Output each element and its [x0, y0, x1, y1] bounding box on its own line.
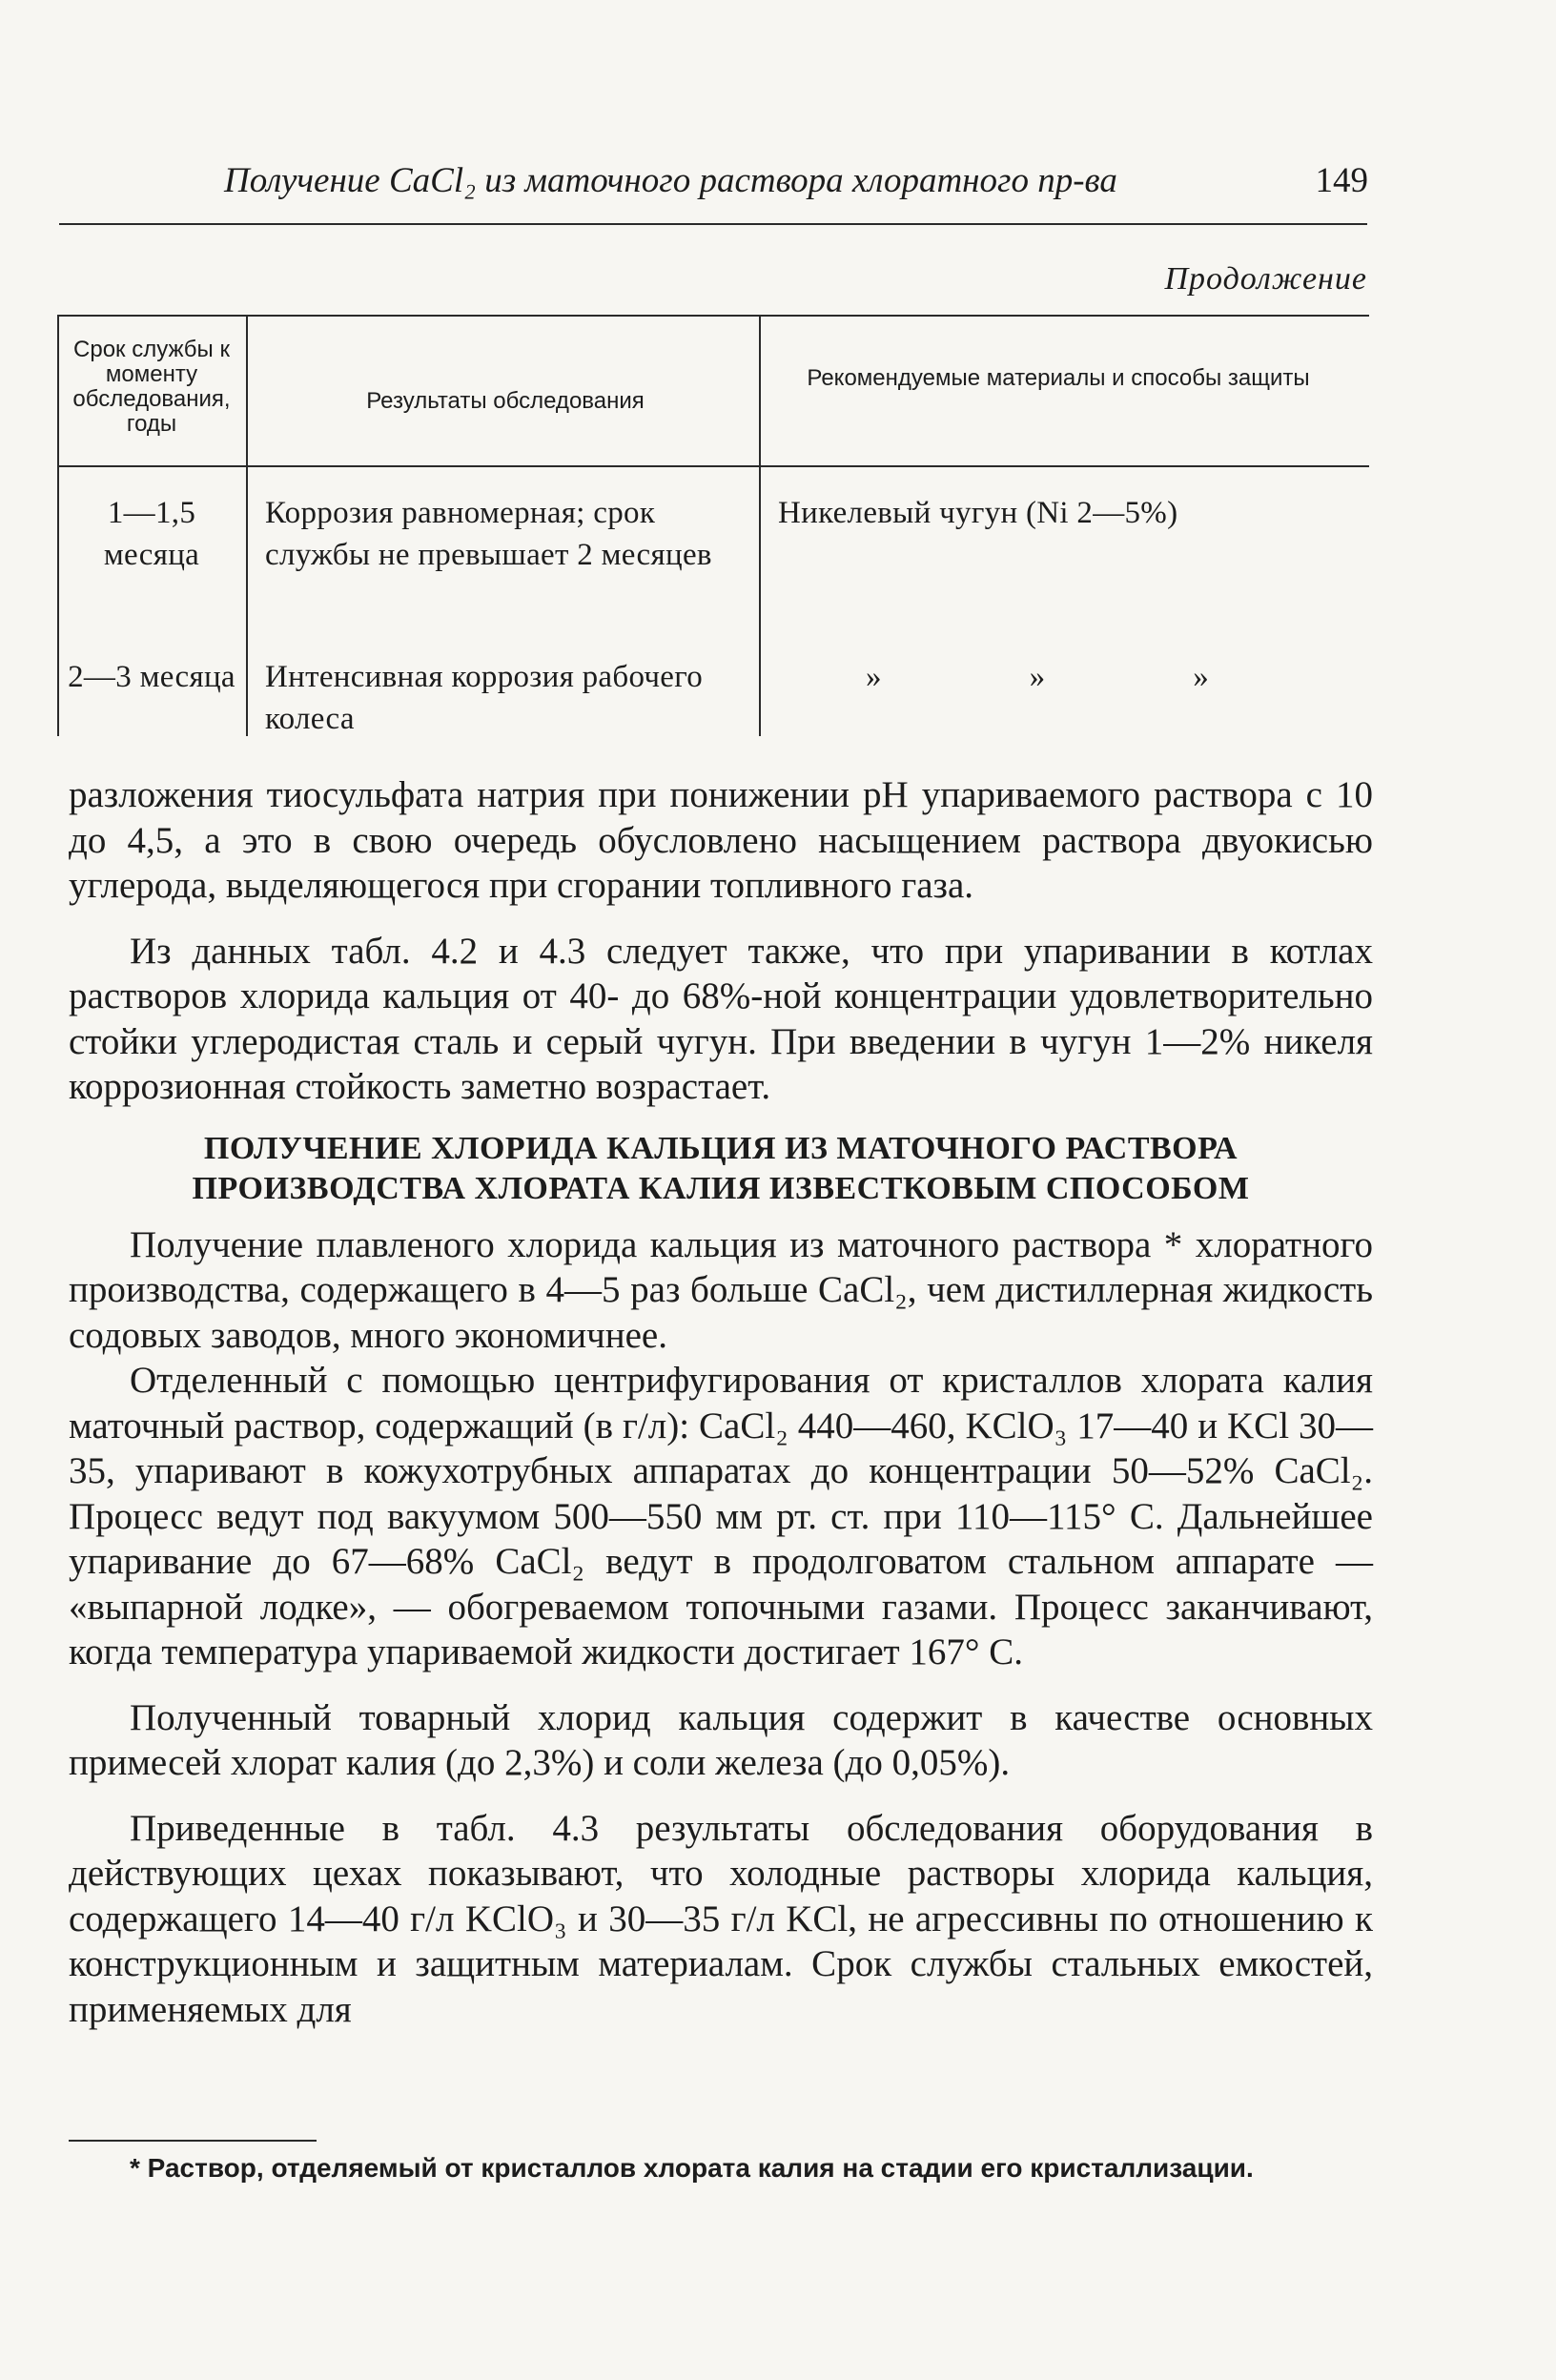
ditto-mark: »	[866, 660, 882, 694]
paragraph: Получение плавленого хлорида кальция из маточного раствора * хлоратного производства, содержащего в 4—5 раз больше CaCl₂, чем дистиллерная жидкость содовых заводов, много экономичнее.	[69, 1223, 1373, 1356]
table-cell-term: 2—3 месяца	[68, 660, 235, 694]
paragraph: разложения тиосульфата натрия при понижении pH упариваемого раствора с 10 до 4,5, а это в свою очередь обусловлено насыщением раствора двуокисью углерода, выделяющегося при сгорании топливного газа.	[69, 774, 1373, 906]
table-cell-result: Интенсивная коррозия рабочего колеса	[265, 660, 704, 736]
section-heading-line: ПРОИЗВОДСТВА ХЛОРАТА КАЛИЯ ИЗВЕСТКОВЫМ СПОСОБОМ	[192, 1170, 1250, 1206]
section-heading-line: ПОЛУЧЕНИЕ ХЛОРИДА КАЛЬЦИЯ ИЗ МАТОЧНОГО РАСТВОРА	[203, 1130, 1239, 1166]
continuation-label: Продолжение	[1164, 261, 1367, 297]
table-column-rule	[246, 317, 248, 736]
table-header-rule	[57, 465, 1369, 467]
footnote: * Раствор, отделяемый от кристаллов хлората калия на стадии его кристаллизации.	[130, 2153, 1254, 2183]
running-head	[224, 160, 1368, 208]
table-cell-term: 1—1,5 месяца	[103, 496, 200, 572]
ditto-mark: »	[1193, 660, 1209, 694]
running-head-title: Получение CaCl₂ из маточного раствора хлоратного пр-ва	[224, 161, 1117, 200]
table-cell-ditto-marks	[866, 656, 1209, 698]
table-column-rule	[57, 317, 59, 736]
paragraph: Приведенные в табл. 4.3 результаты обследования оборудования в действующих цехах показывают, что холодные растворы хлорида кальция, содержащего 14—40 г/л KClO₃ и 30—35 г/л KCl, не агрессивны по отношению к конструкционным и защитным материалам. Срок службы стальных емкостей, применяемых для	[69, 1807, 1373, 2030]
table-top-rule	[57, 315, 1369, 317]
table-header-term: Срок службы к моменту обследования, годы	[72, 337, 231, 437]
ditto-mark: »	[1029, 660, 1046, 694]
paragraph: Из данных табл. 4.2 и 4.3 следует также, что при упаривании в котлах растворов хлорида кальция от 40- до 68%-ной концентрации удовлетворительно стойки углеродистая сталь и серый чугун. При введении в чугун 1—2% никеля коррозионная стойкость заметно возрастает.	[69, 930, 1373, 1107]
continuation-table	[57, 307, 1369, 738]
page-number: 149	[1315, 161, 1368, 200]
paragraph: Отделенный с помощью центрифугирования от кристаллов хлората калия маточный раствор, содержащий (в г/л): CaCl₂ 440—460, KClO₃ 17—40 и KCl 30—35, упаривают в кожухотрубных аппаратах до концентрации 50—52% CaCl₂. Процесс ведут под вакуумом 500—550 мм рт. ст. при 110—115° С. Дальнейшее упаривание до 67—68% CaCl₂ ведут в продолговатом стальном аппарате — «выпарной лодке», — обогреваемом топочными газами. Процесс заканчивают, когда температура упариваемой жидкости достигает 167° С.	[69, 1360, 1373, 1672]
paragraph: Полученный товарный хлорид кальция содержит в качестве основных примесей хлорат калия (до 2,3%) и соли железа (до 0,05%).	[69, 1696, 1373, 1783]
table-cell-result: Коррозия равномерная; срок службы не превышает 2 месяцев	[265, 496, 712, 572]
table-cell-recommendation: Никелевый чугун (Ni 2—5%)	[778, 496, 1178, 530]
header-rule	[59, 223, 1367, 225]
body-text	[69, 772, 1373, 2032]
table-header-recommendations: Рекомендуемые материалы и способы защиты	[807, 365, 1310, 391]
footnote-rule	[69, 2140, 317, 2142]
table-column-rule	[759, 317, 761, 736]
section-heading	[69, 1129, 1373, 1209]
table-header-results: Результаты обследования	[366, 388, 645, 414]
